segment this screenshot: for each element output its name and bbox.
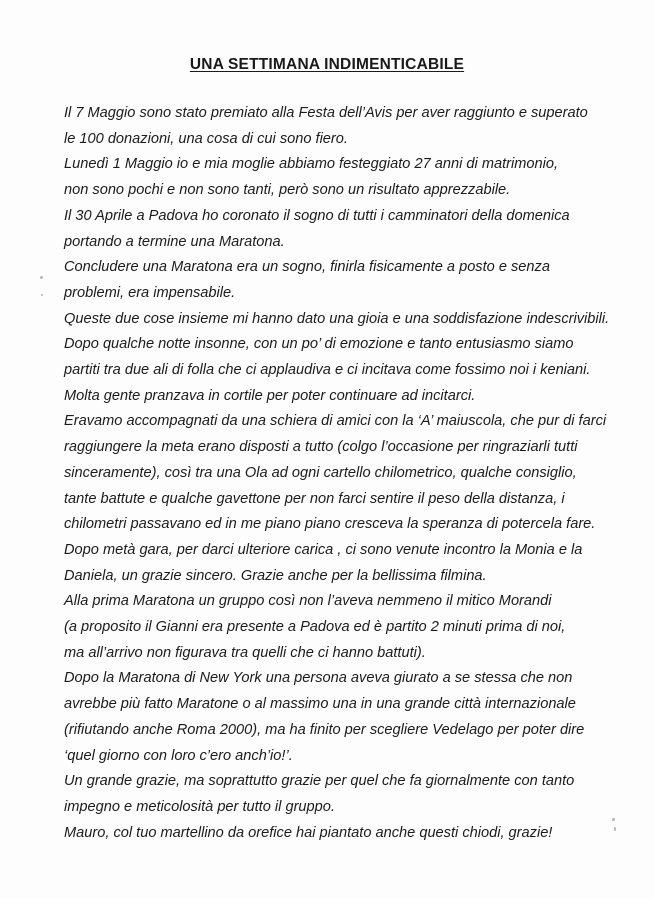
- text-line: Dopo qualche notte insonne, con un po’ di emozione e tanto entusiasmo siamo: [64, 336, 574, 353]
- text-line: portando a termine una Maratona.: [64, 233, 285, 250]
- text-line: Il 7 Maggio sono stato premiato alla Festa dell’Avis per aver raggiunto e superato: [64, 105, 588, 121]
- scan-speck: [40, 276, 43, 279]
- text-line: raggiungere la meta erano disposti a tutto (colgo l’occasione per ringraziarli tutti: [64, 439, 578, 456]
- document-title: UNA SETTIMANA INDIMENTICABILE: [189, 56, 465, 73]
- text-line: le 100 donazioni, una cosa di cui sono fiero.: [64, 130, 348, 147]
- text-line: Concludere una Maratona era un sogno, finirla fisicamente a posto e senza: [64, 259, 550, 276]
- text-line: Dopo metà gara, per darci ulteriore carica , ci sono venute incontro la Monia e la: [64, 541, 583, 558]
- text-line: impegno e meticolosità per tutto il gruppo.: [64, 798, 335, 815]
- text-line: partiti tra due ali di folla che ci applaudiva e ci incitava come fossimo noi i keniani.: [64, 362, 591, 379]
- text-line: Mauro, col tuo martellino da orefice hai piantato anche questi chiodi, grazie!: [64, 824, 553, 841]
- text-line: ‘quel giorno con loro c’ero anch’io!’.: [64, 747, 293, 764]
- text-line: non sono pochi e non sono tanti, però sono un risultato apprezzabile.: [64, 182, 511, 199]
- text-line: Queste due cose insieme mi hanno dato una gioia e una soddisfazione indescrivibili.: [64, 310, 610, 327]
- text-line: Un grande grazie, ma soprattutto grazie per quel che fa giornalmente con tanto: [64, 773, 575, 790]
- text-line: Daniela, un grazie sincero. Grazie anche per la bellissima filmina.: [64, 567, 487, 584]
- text-line: sinceramente), così tra una Ola ad ogni cartello chilometrico, qualche consiglio,: [64, 464, 577, 481]
- text-line: Molta gente pranzava in cortile per poter continuare ad incitarci.: [64, 387, 476, 404]
- text-line: ma all’arrivo non figurava tra quelli che ci hanno battuti).: [64, 644, 426, 661]
- text-line: chilometri passavano ed in me piano piano cresceva la speranza di potercela fare.: [64, 516, 596, 533]
- text-line: problemi, era impensabile.: [64, 284, 236, 301]
- text-line: Lunedì 1 Maggio io e mia moglie abbiamo festeggiato 27 anni di matrimonio,: [64, 156, 559, 173]
- text-line: Eravamo accompagnati da una schiera di amici con la ‘A’ maiuscola, che pur di farci: [64, 413, 607, 430]
- text-line: Alla prima Maratona un gruppo così non l’aveva nemmeno il mitico Morandi: [64, 593, 552, 610]
- scan-speck: [41, 294, 43, 296]
- document-body: [64, 101, 644, 846]
- text-line: Dopo la Maratona di New York una persona aveva giurato a se stessa che non: [64, 670, 573, 687]
- scan-speck: [614, 827, 616, 831]
- text-line: avrebbe più fatto Maratone o al massimo una in una grande città internazionale: [64, 696, 576, 713]
- text-line: Il 30 Aprile a Padova ho coronato il sogno di tutti i camminatori della domenica: [64, 207, 570, 224]
- text-line: tante battute e qualche gavettone per non farci sentire il peso della distanza, i: [64, 490, 565, 507]
- scan-speck: [612, 818, 615, 821]
- text-line: (rifiutando anche Roma 2000), ma ha finito per scegliere Vedelago per poter dire: [64, 721, 585, 738]
- text-line: (a proposito il Gianni era presente a Padova ed è partito 2 minuti prima di noi,: [64, 619, 566, 636]
